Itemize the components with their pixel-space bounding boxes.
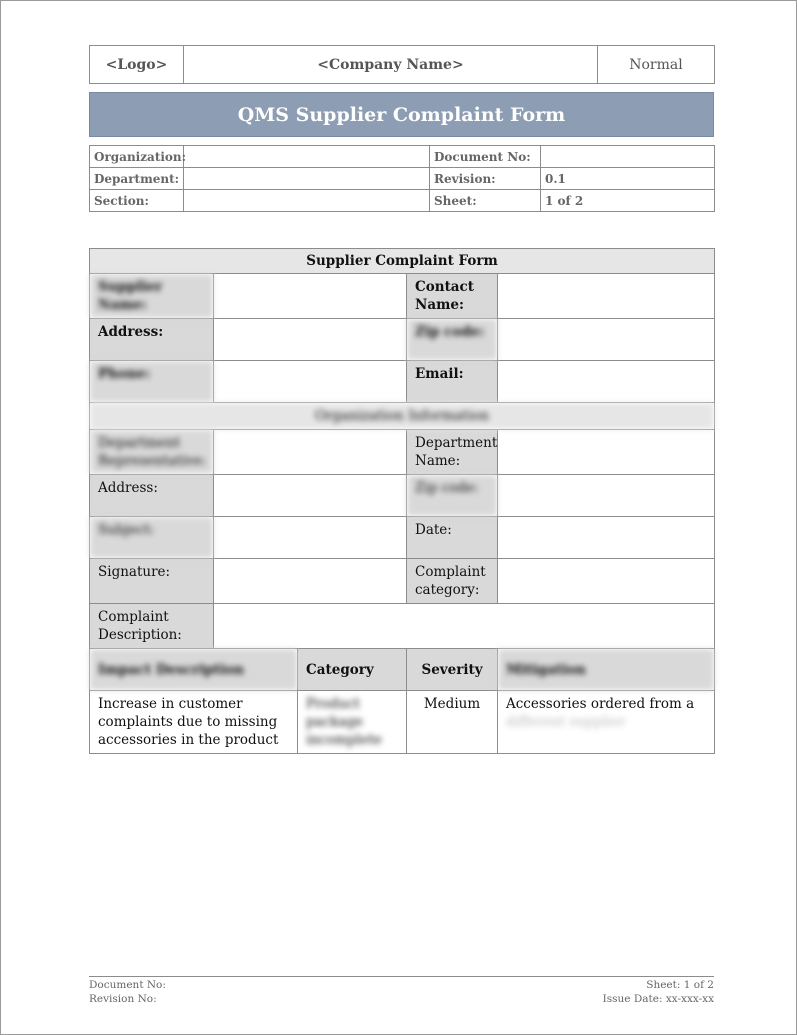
mitigation-text: Accessories ordered from a xyxy=(506,696,695,712)
footer-document-no: Document No: xyxy=(89,979,166,991)
signature-field[interactable] xyxy=(214,559,407,604)
severity-header: Severity xyxy=(407,649,498,691)
date-field[interactable] xyxy=(498,517,715,559)
contact-name-field[interactable] xyxy=(498,274,715,319)
category-header: Category xyxy=(298,649,407,691)
category-cell[interactable]: Product package incomplete xyxy=(298,691,407,754)
form-title: QMS Supplier Complaint Form xyxy=(89,92,714,137)
organization-zip-field[interactable] xyxy=(498,475,715,517)
complaint-description-label: Complaint Description: xyxy=(90,604,214,649)
document-footer xyxy=(89,976,714,1005)
mitigation-header: Mitigation xyxy=(498,649,715,691)
zip-code-field[interactable] xyxy=(498,319,715,361)
revision-label: Revision: xyxy=(430,168,541,190)
revision-value[interactable]: 0.1 xyxy=(541,168,715,190)
complaint-category-field[interactable] xyxy=(498,559,715,604)
document-no-field[interactable] xyxy=(541,146,715,168)
sheet-value[interactable]: 1 of 2 xyxy=(541,190,715,212)
section-field[interactable] xyxy=(184,190,430,212)
organization-info-heading: Organization Information xyxy=(90,403,715,430)
subject-label: Subject: xyxy=(90,517,214,559)
document-meta-table xyxy=(89,145,715,212)
supplier-name-field[interactable] xyxy=(214,274,407,319)
department-representative-field[interactable] xyxy=(214,430,407,475)
department-representative-label: Department Representative: xyxy=(90,430,214,475)
organization-field[interactable] xyxy=(184,146,430,168)
subject-field[interactable] xyxy=(214,517,407,559)
form-heading: Supplier Complaint Form xyxy=(90,249,715,274)
footer-revision-no: Revision No: xyxy=(89,993,157,1005)
complaint-category-label: Complaint category: xyxy=(407,559,498,604)
department-name-label: Department Name: xyxy=(407,430,498,475)
footer-issue-date: Issue Date: xx-xxx-xx xyxy=(602,993,714,1005)
impact-description-cell[interactable]: Increase in customer complaints due to missing accessories in the product xyxy=(90,691,298,754)
complaint-description-field[interactable] xyxy=(214,604,715,649)
sheet-label: Sheet: xyxy=(430,190,541,212)
signature-label: Signature: xyxy=(90,559,214,604)
department-label: Department: xyxy=(90,168,184,190)
supplier-complaint-table xyxy=(89,248,715,754)
department-name-field[interactable] xyxy=(498,430,715,475)
document-header xyxy=(89,45,715,84)
mitigation-cell[interactable] xyxy=(498,691,715,754)
supplier-address-label: Address: xyxy=(90,319,214,361)
zip-code-label: Zip code: xyxy=(407,319,498,361)
phone-field[interactable] xyxy=(214,361,407,403)
company-name: <Company Name> xyxy=(184,46,598,84)
email-field[interactable] xyxy=(498,361,715,403)
phone-label: Phone: xyxy=(90,361,214,403)
logo-placeholder: <Logo> xyxy=(90,46,184,84)
mitigation-text-blurred: different supplier xyxy=(506,714,626,730)
impact-description-header: Impact Description xyxy=(90,649,298,691)
supplier-address-field[interactable] xyxy=(214,319,407,361)
date-label: Date: xyxy=(407,517,498,559)
severity-cell[interactable]: Medium xyxy=(407,691,498,754)
section-label: Section: xyxy=(90,190,184,212)
organization-address-label: Address: xyxy=(90,475,214,517)
department-field[interactable] xyxy=(184,168,430,190)
footer-sheet: Sheet: 1 of 2 xyxy=(646,979,714,991)
classification-label: Normal xyxy=(598,46,715,84)
document-no-label: Document No: xyxy=(430,146,541,168)
email-label: Email: xyxy=(407,361,498,403)
contact-name-label: Contact Name: xyxy=(407,274,498,319)
supplier-name-label: Supplier Name: xyxy=(90,274,214,319)
organization-label: Organization: xyxy=(90,146,184,168)
organization-address-field[interactable] xyxy=(214,475,407,517)
organization-zip-label: Zip code: xyxy=(407,475,498,517)
